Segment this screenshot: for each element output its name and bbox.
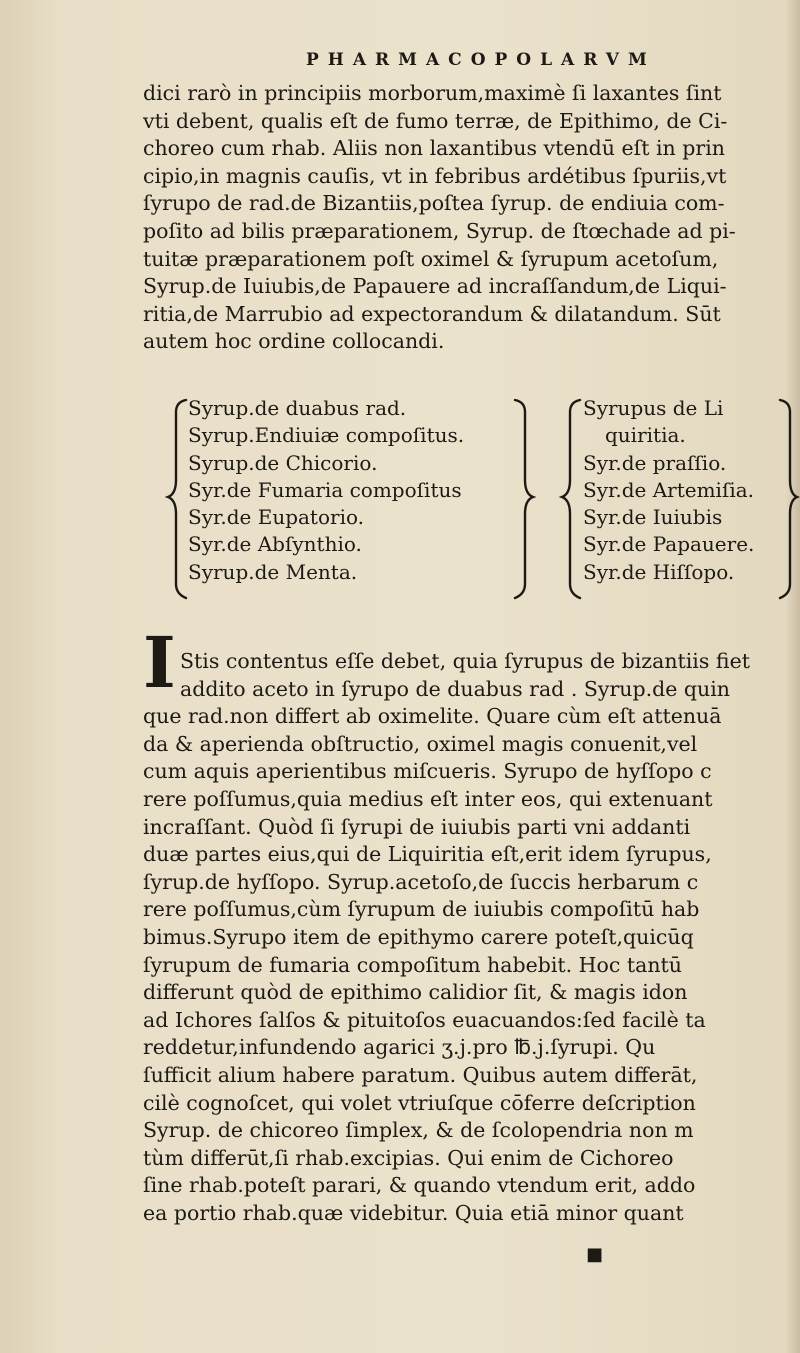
text-line: cum aquis aperientibus miſcueris. Syrupo de hyſſopo c [143,759,712,784]
syrup-list-left [188,395,464,586]
text-line: ea portio rhab.quæ videbitur. Quia etiā minor quant [143,1200,684,1225]
syrup-entry: Syrupus de Li [583,396,724,420]
syrup-entry: Syrup.de Menta. [188,559,358,584]
drop-cap: I [143,621,176,704]
text-line: cilè cognoſcet, qui volet vtriuſque cōferre deſcription [143,1090,696,1115]
text-line: choreo cum rhab. Aliis non laxantibus vtendū eſt in prin [143,136,725,161]
text-line: ritia,de Marrubio ad expectorandum & dilatandum. Sūt [143,301,721,326]
syrup-entry: Syr.de praſſio. [583,450,727,475]
text-line: addito aceto in ſyrupo de duabus rad . Syrup.de quin [180,676,730,701]
text-line: tuitæ præparationem poſt oximel & ſyrupum acetoſum, [143,246,719,271]
paragraph-2 [143,648,750,1227]
text-line: poſito ad bilis præparationem, Syrup. de ſtœchade ad pi- [143,218,736,243]
text-line: cipio,in magnis cauſis, vt in febribus ardétibus ſpuriis,vt [143,163,727,188]
text-line: tùm differūt,ſi rhab.excipias. Qui enim de Cichoreo [143,1145,674,1170]
text-line: vti debent, qualis eſt de fumo terræ, de Epithimo, de Ci- [143,108,728,133]
syrup-entry: Syr.de Hiſſopo. [583,559,735,584]
syrup-list-right [583,395,754,586]
syrup-entry: Syrup.de duabus rad. [188,396,407,420]
syrup-entry: Syr.de Iuiubis [583,505,723,530]
left-brace-outer [168,400,186,598]
syrup-entry: Syr.de Papauere. [583,532,755,557]
text-line: Stis contentus eſſe debet, quia ſyrupus de bizantiis fiet [180,649,750,673]
text-line: ſyrupum de fumaria compoſitum habebit. Hoc tantū [143,952,682,977]
text-line: Syrup.de Iuiubis,de Papauere ad incraſſandum,de Liqui- [143,274,727,299]
syrup-entry: Syrup.de Chicorio. [188,450,378,475]
text-line: ad Ichores ſalſos & pituitoſos euacuandos:ſed facilè ta [143,1007,706,1032]
text-line: ſufficit alium habere paratum. Quibus autem differāt, [143,1062,698,1087]
syrup-entry: Syr.de Fumaria compoſitus [188,477,462,502]
text-line: duæ partes eius,qui de Liquiritia eſt,erit idem ſyrupus, [143,842,712,867]
text-line: ſine rhab.poteſt parari, & quando vtendum erit, addo [143,1173,696,1198]
text-line: ſyrupo de rad.de Bizantiis,poſtea ſyrup. de endiuia com- [143,191,725,216]
middle-brace-left [515,400,533,598]
text-line: reddetur,infundendo agarici ʒ.j.pro ℔.j.ſyrupi. Qu [143,1035,656,1060]
syrup-entry: quiritia. [605,423,686,448]
text-line: incraſſant. Quòd ſi ſyrupi de iuiubis parti vni addanti [143,814,691,839]
text-line: differunt quòd de epithimo calidior ſit, & magis idon [143,980,688,1005]
syrup-entry: Syr.de Abſynthio. [188,532,362,557]
text-line: Syrup. de chicoreo ſimplex, & de ſcolopendria non m [143,1118,694,1143]
text-line: dici rarò in principiis morborum,maximè ſi laxantes ſint [143,81,722,105]
text-line: autem hoc ordine collocandi. [143,329,445,354]
syrup-entry: Syr.de Artemiſia. [583,477,755,502]
syrup-entry: Syr.de Eupatorio. [188,505,365,530]
text-line: bimus.Syrupo item de epithymo carere poteſt,quicūq [143,924,694,949]
text-line: que rad.non differt ab oximelite. Quare cùm eſt attenuā [143,704,722,729]
text-line: rere poſſumus,cùm ſyrupum de iuiubis compoſitū hab [143,897,700,922]
middle-brace-right [562,400,580,598]
running-head: PHARMACOPOLARVM [306,50,656,70]
text-line: ſyrup.de hyſſopo. Syrup.acetoſo,de ſuccis herbarum c [143,869,699,894]
ink-mark: ■ [586,1244,604,1265]
text-line: rere poſſumus,quia medius eſt inter eos, qui extenuant [143,786,713,811]
text-line: da & aperienda obſtructio, oximel magis conuenit,vel [143,731,698,756]
syrup-entry: Syrup.Endiuiæ compoſitus. [188,423,465,448]
right-brace-outer [780,400,797,598]
